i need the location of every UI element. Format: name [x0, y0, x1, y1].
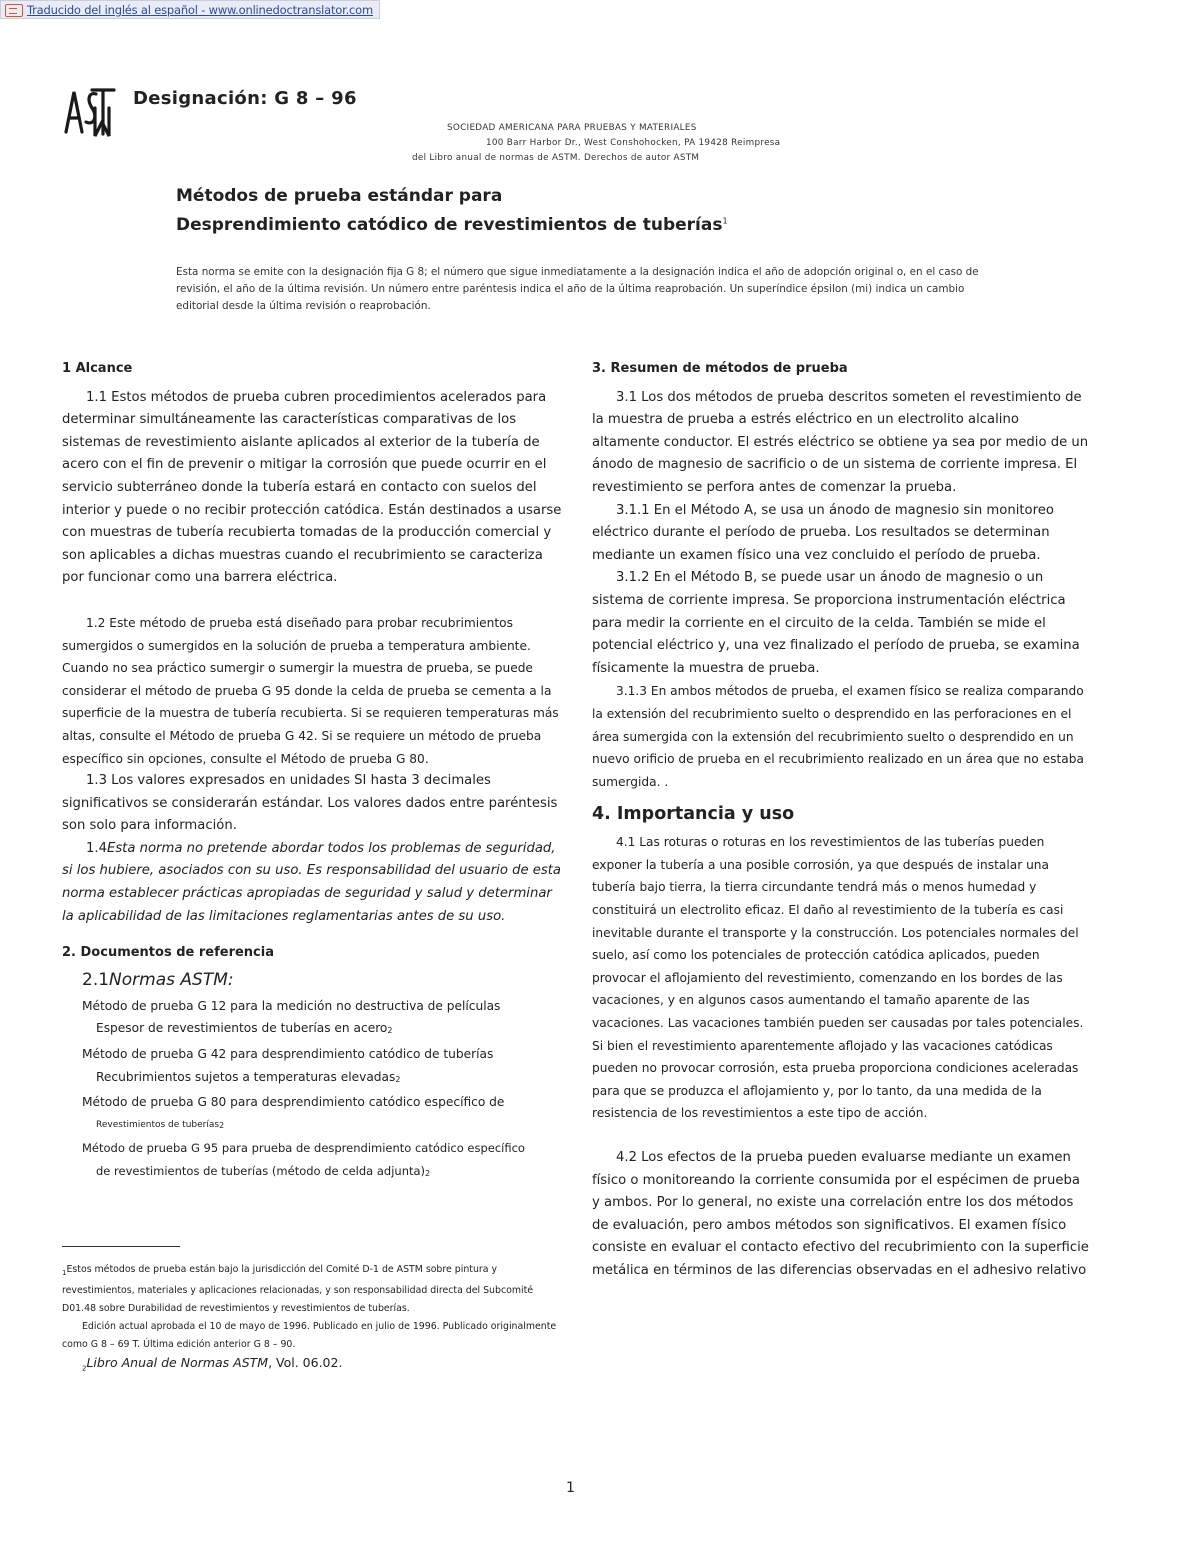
right-column — [592, 358, 1090, 1283]
reference-g80-text: Revestimientos de tuberías — [96, 1119, 220, 1130]
paragraph-1-4-number: 1.4 — [86, 840, 107, 856]
astm-logo — [62, 82, 124, 140]
reference-footnote-mark: 2 — [219, 1120, 225, 1130]
paragraph-2-1-number: 2.1 — [82, 969, 110, 990]
paragraph-1-3: 1.3 Los valores expresados en unidades SI hasta 3 decimales significativos se considerarán estándar. Los valores dados entre paréntesis son solo para información. — [62, 773, 558, 834]
left-column — [62, 358, 562, 1186]
reference-g12-text: Espesor de revestimientos de tuberías en acero — [96, 1021, 388, 1036]
paragraph-2-1 — [62, 965, 562, 995]
reference-g80-line-2 — [62, 1114, 562, 1138]
society-line-1: SOCIEDAD AMERICANA PARA PRUEBAS Y MATERIALES — [447, 123, 697, 133]
reference-g12-line-2 — [62, 1017, 562, 1043]
reference-g95-line-1: Método de prueba G 95 para prueba de desprendimiento catódico específico — [82, 1141, 525, 1156]
reference-g95-line-2 — [62, 1160, 562, 1186]
paragraph-3-1: 3.1 Los dos métodos de prueba descritos someten el revestimiento de la muestra de prueba a estrés eléctrico en un electrolito alcalino altamente conductor. El estrés eléctrico se obtiene ya sea por medio de un ánodo de magnesio de sacrificio o de un sistema de corriente impresa. El revestimiento se perfora antes de comenzar la prueba. — [592, 389, 1089, 495]
footnote-divider — [62, 1246, 180, 1247]
paragraph-4-2: 4.2 Los efectos de la prueba pueden evaluarse mediante un examen físico o monitoreando la corriente consumida por el espécimen de prueba y ambos. Por lo general, no existe una correlación entre los dos métodos de evaluación, pero ambos métodos son significativos. El examen físico consiste en evaluar el contacto efectivo del recubrimiento con la superficie metálica en términos de las diferencias observadas en el adhesivo relativo — [592, 1150, 1089, 1278]
footnote-2 — [62, 1354, 562, 1378]
paragraph-spacer — [592, 1125, 1090, 1147]
footnote-1-text: Estos métodos de prueba están bajo la jurisdicción del Comité D-1 de ASTM sobre pintura y revestimientos, materiales y aplicaciones relacionadas, y son responsabilidad directa del Subcomité D01.48 sobre Durabilidad de revestimientos y revestimientos de tuberías. — [62, 1264, 534, 1314]
paragraph-3-1-1: 3.1.1 En el Método A, se usa un ánodo de magnesio sin monitoreo eléctrico durante el período de prueba. Los resultados se determinan mediante un examen físico una vez concluido el período de prueba. — [592, 502, 1054, 563]
reference-footnote-mark: 2 — [387, 1026, 393, 1036]
footnote-1-mark: 1 — [62, 1268, 67, 1277]
footnote-2-mark: 2 — [82, 1364, 87, 1373]
reference-g42-line-1: Método de prueba G 42 para desprendimiento catódico de tuberías — [82, 1047, 494, 1062]
paragraph-3-1-3: 3.1.3 En ambos métodos de prueba, el examen físico se realiza comparando la extensión del recubrimiento suelto o desprendido en las perforaciones en el área sumergida con la extensión del recubrimiento suelto o desprendido en un nuevo orificio de prueba en el recubrimiento realizado en un área que no estaba sumergida. . — [592, 684, 1084, 789]
page-number: 1 — [566, 1480, 575, 1496]
society-line-3: del Libro anual de normas de ASTM. Derechos de autor ASTM — [412, 153, 700, 163]
designation: Designación: G 8 – 96 — [133, 88, 357, 109]
reference-footnote-mark: 2 — [395, 1074, 401, 1084]
reference-footnote-mark: 2 — [425, 1169, 431, 1178]
document-title-line-2 — [176, 215, 728, 235]
astm-standards-label: Normas ASTM: — [109, 969, 234, 990]
footnote-1 — [62, 1261, 562, 1318]
footnote-2-rest: , Vol. 06.02. — [268, 1354, 343, 1370]
society-line-2: 100 Barr Harbor Dr., West Conshohocken, PA 19428 Reimpresa — [486, 138, 781, 148]
translation-banner[interactable] — [0, 0, 380, 19]
reference-g12-line-1: Método de prueba G 12 para la medición no destructiva de películas — [82, 998, 501, 1013]
reference-g95-text: de revestimientos de tuberías (método de celda adjunta) — [96, 1164, 426, 1178]
paragraph-1-4 — [62, 838, 562, 928]
footnotes — [62, 1261, 562, 1377]
paragraph-4-1: 4.1 Las roturas o roturas en los revestimientos de las tuberías pueden exponer la tubería a una posible corrosión, ya que después de instalar una tubería bajo tierra, la tierra circundante tendrá más o menos humedad y constituirá un electrolito eficaz. El daño al revestimiento de la tubería es casi inevitable durante el transporte y la construcción. Los potenciales normales del suelo, así como los potenciales de protección catódica aplicados, pueden provocar el aflojamiento del revestimiento, comenzando en los bordes de las vacaciones, y en algunos casos aumentando el tamaño aparente de las vacaciones. Las vacaciones también pueden ser causadas por tales potenciales. Si bien el revestimiento aparentemente aflojado y las vacaciones catódicas pueden no provocar corrosión, esta prueba proporciona condiciones aceleradas para que se produzca el aflojamiento y, por lo tanto, da una medida de la resistencia de los revestimientos a este tipo de acción. — [592, 835, 1084, 1121]
title-footnote-mark: 1 — [722, 216, 728, 226]
translate-icon — [5, 4, 23, 17]
paragraph-1-2: 1.2 Este método de prueba está diseñado para probar recubrimientos sumergidos o sumergidos en la solución de prueba a temperatura ambiente. Cuando no sea práctico sumergir o sumergir la muestra de prueba, se puede considerar el método de prueba G 95 donde la celda de prueba se cementa a la superficie de la muestra de tubería recubierta. Si se requieren temperaturas más altas, consulte el Método de prueba G 42. Si se requiere un método de prueba específico sin opciones, consulte el Método de prueba G 80. — [62, 615, 559, 766]
reference-g42-line-2 — [62, 1066, 562, 1092]
section-3-heading: 3. Resumen de métodos de prueba — [592, 361, 848, 376]
section-4-heading: 4. Importancia y uso — [592, 804, 795, 825]
footnote-1-edition: Edición actual aprobada el 10 de mayo de 1996. Publicado en julio de 1996. Publicado originalmente como G 8 – 69 T. Última edición anterior G 8 – 90. — [62, 1320, 557, 1350]
reference-g80-line-1: Método de prueba G 80 para desprendimiento catódico específico de — [82, 1095, 505, 1110]
reference-g42-text: Recubrimientos sujetos a temperaturas elevadas — [96, 1069, 396, 1084]
document-title-line-1: Métodos de prueba estándar para — [176, 186, 503, 206]
translation-banner-link[interactable]: Traducido del inglés al español - www.onlinedoctranslator.com — [27, 3, 374, 17]
issuance-note: Esta norma se emite con la designación fija G 8; el número que sigue inmediatamente a la designación indica el año de adopción original o, en el caso de revisión, el año de la última revisión. Un número entre paréntesis indica el año de la última reaprobación. Un superíndice épsilon (mi) indica un cambio editorial desde la última revisión o reaprobación. — [176, 266, 979, 312]
document-title-text: Desprendimiento catódico de revestimientos de tuberías — [176, 215, 723, 235]
section-2-heading: 2. Documentos de referencia — [62, 945, 274, 961]
paragraph-spacer — [62, 590, 562, 612]
section-1-heading: 1 Alcance — [62, 361, 133, 376]
footnote-2-italic: Libro Anual de Normas ASTM — [86, 1354, 269, 1370]
paragraph-1-1: 1.1 Estos métodos de prueba cubren procedimientos acelerados para determinar simultáneamente las características comparativas de los sistemas de revestimiento aislante aplicados al exterior de la tubería de acero con el fin de prevenir o mitigar la corrosión que puede ocurrir en el servicio subterráneo donde la tubería estará en contacto con suelos del interior y puede o no recibir protección catódica. Están destinados a usarse con muestras de tubería recubierta tomadas de la producción comercial y son aplicables a dichas muestras cuando el recubrimiento se caracteriza por funcionar como una barrera eléctrica. — [62, 389, 562, 586]
paragraph-1-4-text: Esta norma no pretende abordar todos los problemas de seguridad, si los hubiere, asociados con su uso. Es responsabilidad del usuario de esta norma establecer prácticas apropiadas de seguridad y salud y determinar la aplicabilidad de las limitaciones reglamentarias antes de su uso. — [62, 840, 561, 924]
paragraph-3-1-2: 3.1.2 En el Método B, se puede usar un ánodo de magnesio o un sistema de corriente impresa. Se proporciona instrumentación eléctrica para medir la corriente en el circuito de la celda. También se mide el potencial eléctrico y, una vez finalizado el período de prueba, se examina físicamente la muestra de prueba. — [592, 570, 1080, 676]
